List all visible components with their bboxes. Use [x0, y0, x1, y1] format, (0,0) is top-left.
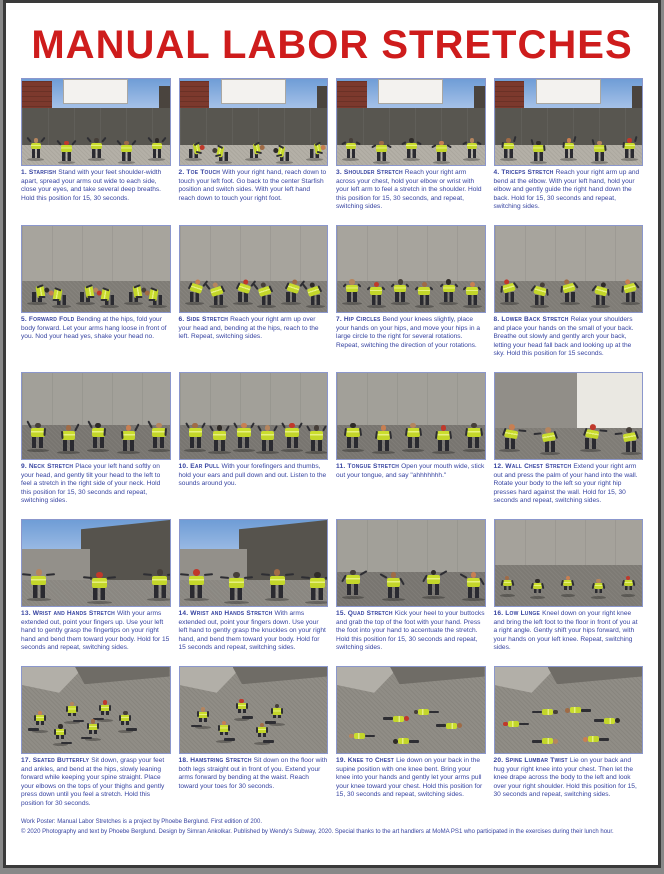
stretch-description: Sit down, grasp your feet and ankles, and bend at the hips, slowly leaning forward while keeping your spine straight. Place your elbows on the tops of your thighs and gently press down until you feel a stretch. Hold this position for 30 seconds. [21, 757, 165, 807]
stretch-cell [336, 666, 486, 808]
stretch-caption [179, 316, 329, 362]
poster-footer [21, 818, 643, 837]
stretch-cell [179, 78, 329, 215]
worker-figure [344, 570, 361, 597]
stretch-cell [494, 372, 644, 509]
stretch-description: With arms extended out, point your fingers down. Use your left hand to gently grasp the knuckles on your right hand, and bend them toward your body. Hold for 15 seconds and repeat, switching sides. [178, 610, 326, 652]
worker-figure [217, 141, 230, 162]
stretch-label: 13. Wrist and Hands Stretch [21, 610, 117, 617]
stretch-label: 18. Hamstring Stretch [178, 757, 254, 764]
stretch-cell [21, 519, 171, 656]
stretch-label: 1. Starfish [21, 169, 59, 176]
worker-figure [126, 279, 141, 303]
photo-layer-billboard [63, 79, 128, 104]
worker-figure [271, 704, 283, 724]
worker-figure [150, 423, 167, 450]
worker-figure [187, 138, 200, 159]
stretch-cell [336, 225, 486, 362]
photo-layer-sliver [474, 86, 484, 108]
worker-figure [405, 138, 418, 159]
stretch-label: 11. Tongue Stretch [336, 463, 402, 470]
worker-figure [187, 569, 206, 599]
worker-figure [284, 423, 301, 450]
photo-layer-brick [495, 81, 525, 109]
worker-figure [90, 423, 107, 450]
photo-layer-wallface [180, 226, 328, 281]
stretch-description: Stand with your feet shoulder-width apart, spread your arms out wide to each side, close your eyes, and take several deep breaths. Hold this position for 15, 30 seconds. [21, 169, 162, 202]
poster [3, 0, 661, 868]
stretch-caption [494, 463, 644, 509]
worker-figure [381, 716, 409, 722]
worker-figure [218, 721, 230, 741]
worker-figure [308, 425, 325, 452]
poster-title: MANUAL LABOR STRETCHES [31, 23, 633, 67]
worker-figure [256, 723, 268, 743]
worker-figure [623, 138, 636, 159]
footer-copyright-line: © 2020 Photography and text by Phoebe Berglund. Design by Simran Ankolkar. Published by Wendy's Subway, 2020. Special thanks to the art handlers at MoMA PS1 who participated in the exercises during their lunch hour. [21, 828, 614, 835]
stretch-cell [336, 78, 486, 215]
stretch-label: 2. Toe Touch [178, 169, 223, 176]
stretch-cell [336, 519, 486, 656]
worker-figure [375, 425, 392, 452]
photo-layer-billboard [221, 79, 286, 104]
worker-figure [119, 711, 131, 731]
worker-figure [414, 709, 442, 715]
worker-figure [565, 707, 593, 713]
worker-figure [623, 576, 634, 594]
worker-figure [120, 141, 133, 162]
worker-figure [211, 425, 228, 452]
worker-figure [465, 572, 482, 599]
stretch-description: Kneel down on your right knee and bring the left foot to the floor in front of you at a right angle. Gently shift your hips forward, with your hands on your left knee. Repeat, switching sides. [493, 610, 638, 652]
photo-layer-billboard [536, 79, 601, 104]
stretch-photo [21, 372, 171, 460]
worker-figure [308, 138, 321, 159]
worker-figure [344, 138, 357, 159]
stretch-photo [21, 225, 171, 313]
worker-figure [235, 423, 252, 450]
worker-figure [435, 141, 448, 162]
stretch-cell [494, 519, 644, 656]
stretch-caption [21, 757, 171, 808]
stretch-photo [21, 519, 171, 607]
stretch-photo [494, 225, 644, 313]
worker-figure [503, 721, 531, 727]
stretch-photo [179, 372, 329, 460]
worker-figure [150, 282, 165, 306]
worker-figure [530, 738, 558, 744]
worker-figure [441, 279, 456, 303]
stretch-photo [494, 666, 644, 754]
worker-figure [197, 707, 209, 727]
worker-figure [532, 141, 545, 162]
worker-figure [369, 282, 384, 306]
worker-figure [247, 138, 260, 159]
photo-layer-billboard [378, 79, 443, 104]
worker-figure [375, 141, 388, 162]
worker-figure [78, 279, 93, 303]
stretch-description: With your arms extended out, point your fingers up. Use your left hand to gently grasp the fingertips on your right hand and bend them toward your body. Hold for 15 seconds and repeat, switching sides. [21, 610, 170, 652]
photo-layer-brick [337, 81, 367, 109]
stretch-photo [336, 225, 486, 313]
worker-figure [150, 569, 169, 599]
worker-figure [562, 279, 577, 303]
worker-figure [54, 724, 66, 744]
photo-layer-sliver [317, 86, 327, 108]
stretch-caption [336, 757, 486, 803]
stretch-cell [179, 519, 329, 656]
worker-figure [593, 141, 606, 162]
photo-layer-wallface2 [337, 373, 485, 425]
stretch-caption [494, 610, 644, 656]
photo-layer-brick [22, 81, 52, 109]
stretch-label: 16. Low Lunge [493, 610, 543, 617]
stretch-photo [179, 519, 329, 607]
worker-figure [187, 423, 204, 450]
worker-figure [592, 717, 620, 723]
stretch-label: 4. Triceps Stretch [493, 169, 556, 176]
stretch-caption [336, 610, 486, 656]
stretch-description: Bending at the hips, fold your body forward. Let your arms hang loose in front of you. Nod your head yes, shake your head no. [21, 316, 167, 341]
worker-figure [532, 579, 543, 597]
stretch-caption [179, 610, 329, 656]
stretch-description: With your right hand, reach down to touch your left foot. Go back to the center Starfish position and switch sides. With your left hand reach down to touch your right foot. [178, 169, 327, 202]
worker-figure [583, 736, 611, 742]
stretch-description: Lie on your back and hug your right knee into your chest. Then let the knee drape across the body to the left and look over your right shoulder. Hold this position for 15, 30 seconds and repeat, switching sides. [493, 757, 637, 799]
worker-figure [102, 282, 117, 306]
stretch-caption [21, 463, 171, 509]
stretch-cell [21, 78, 171, 215]
stretch-photo [336, 372, 486, 460]
worker-figure [593, 282, 608, 306]
worker-figure [502, 424, 518, 450]
worker-figure [583, 424, 599, 450]
stretch-caption [21, 316, 171, 362]
stretch-label: 3. Shoulder Stretch [336, 169, 405, 176]
worker-figure [60, 425, 77, 452]
stretch-label: 7. Hip Circles [336, 316, 383, 323]
stretch-photo [336, 78, 486, 166]
stretch-photo [21, 666, 171, 754]
worker-figure [278, 141, 291, 162]
stretch-label: 10. Ear Pull [178, 463, 222, 470]
worker-figure [532, 282, 547, 306]
worker-figure [542, 427, 558, 453]
stretch-cell [336, 372, 486, 509]
worker-figure [502, 576, 513, 594]
stretch-description: Place your left hand softly on your head, and gently tilt your head to the left to feel a stretch in the right side of your neck. Hold this position for 15, 30 seconds and repeat, switching sides. [21, 463, 161, 505]
worker-figure [187, 279, 202, 303]
stretch-photo [494, 372, 644, 460]
stretch-description: Extend your right arm out and press the palm of your hand into the wall. Rotate your body to the left so your right hip presses hard against the wall. Hold for 15, 30 seconds and repeat, switching sides. [493, 463, 638, 505]
worker-figure [385, 572, 402, 599]
stretch-description: Sit down on the floor with both legs straight out in front of you. Extend your arms forward by bending at the waist. Reach toward your toes for 30 seconds. [178, 757, 328, 790]
worker-figure [434, 723, 462, 729]
stretch-photo [336, 666, 486, 754]
worker-figure [562, 576, 573, 594]
stretch-label: 6. Side Stretch [178, 316, 231, 323]
stretch-description: Kick your heel to your buttocks and grab the top of the foot with your hand. Press the foot into your hand to accentuate the stretch. Hold this position for 15, 30 seconds and repeat, switching sides. [336, 610, 485, 652]
worker-figure [87, 719, 99, 739]
stretch-caption [336, 169, 486, 215]
stretch-description: With your forefingers and thumbs, hold your ears and pull down and out. Listen to the sounds around you. [178, 463, 327, 488]
stretch-label: 5. Forward Fold [21, 316, 77, 323]
stretch-photo [494, 78, 644, 166]
worker-figure [66, 702, 78, 722]
stretch-photo [336, 519, 486, 607]
stretch-caption [21, 169, 171, 215]
stretch-caption [179, 169, 329, 215]
stretch-photo [21, 78, 171, 166]
stretch-caption [336, 463, 486, 509]
stretch-photo [179, 225, 329, 313]
photo-layer-brick [180, 81, 210, 109]
stretch-cell [21, 225, 171, 362]
worker-figure [465, 138, 478, 159]
stretch-cell [179, 372, 329, 509]
stretch-cell [494, 225, 644, 362]
worker-figure [268, 569, 287, 599]
worker-figure [120, 425, 137, 452]
worker-figure [405, 423, 422, 450]
stretch-description: Reach your right arm up and bend at the elbow. With your left hand, hold your elbow and gently guide the right hand down the back. Hold for 15, 30 seconds and repeat, switching sides. [493, 169, 640, 211]
photo-layer-sliver [632, 86, 642, 108]
worker-figure [465, 423, 482, 450]
photo-layer-wallface [337, 226, 485, 281]
stretch-photo [179, 666, 329, 754]
worker-figure [259, 425, 276, 452]
worker-figure [29, 569, 48, 599]
worker-figure [417, 282, 432, 306]
worker-figure [530, 709, 558, 715]
worker-figure [623, 427, 639, 453]
stretch-label: 20. Spine Lumbar Twist [493, 757, 570, 764]
worker-figure [344, 423, 361, 450]
worker-figure [29, 138, 42, 159]
worker-figure [29, 423, 46, 450]
worker-figure [344, 279, 359, 303]
photo-layer-wallface2 [337, 520, 485, 572]
worker-figure [425, 570, 442, 597]
worker-figure [502, 279, 517, 303]
worker-figure [90, 138, 103, 159]
stretch-description: Relax your shoulders and place your hands on the small of your back. Breathe out slowly and gently arch your back, letting your head fall back and looking up at the sky. Hold this position for 15 seconds. [493, 316, 634, 358]
stretch-caption [179, 757, 329, 803]
stretch-label: 17. Seated Butterfly [21, 757, 92, 764]
stretch-caption [179, 463, 329, 509]
worker-figure [150, 138, 163, 159]
worker-figure [393, 279, 408, 303]
stretch-cell [179, 666, 329, 808]
worker-figure [284, 279, 299, 303]
stretch-cell [494, 78, 644, 215]
stretch-description: Reach your right arm up over your head and, bending at the hips, reach to the left. Repeat, switching sides. [178, 316, 319, 341]
stretch-label: 8. Lower Back Stretch [493, 316, 571, 323]
worker-figure [211, 282, 226, 306]
worker-figure [349, 733, 377, 739]
worker-figure [34, 711, 46, 731]
stretch-label: 19. Knee to Chest [336, 757, 397, 764]
stretch-description: Reach your right arm across your chest, hold your elbow or wrist with your left arm to feel a stretch in the shoulder. Hold this position for 15, 30 seconds, and repeat, switching sides. [336, 169, 482, 211]
stretch-label: 12. Wall Chest Stretch [493, 463, 574, 470]
worker-figure [308, 282, 323, 306]
stretch-cell [21, 372, 171, 509]
stretch-description: Bend your knees slightly, place your hands on your hips, and move your hips in a large circle to the right for several rotations. Repeat, switching the direction of your rotations. [336, 316, 481, 349]
stretch-photo [179, 78, 329, 166]
stretch-cell [494, 666, 644, 808]
stretch-label: 15. Quad Stretch [336, 610, 395, 617]
worker-figure [60, 141, 73, 162]
photo-layer-wallface2 [22, 373, 170, 425]
stretch-caption [21, 610, 171, 656]
worker-figure [562, 138, 575, 159]
photo-layer-wallface2 [180, 373, 328, 425]
stretch-photo [494, 519, 644, 607]
stretch-caption [336, 316, 486, 362]
photo-layer-sliver [159, 86, 169, 108]
worker-figure [235, 279, 250, 303]
stretch-description: Lie down on your back in the supine position with one knee bent. Bring your knee into your hands and gently let your arms pull your knee toward your chest. Hold this position for 15, 30 seconds and repeat, switching sides. [336, 757, 483, 799]
worker-figure [227, 572, 246, 602]
stretch-caption [494, 757, 644, 803]
worker-figure [393, 738, 421, 744]
worker-figure [435, 425, 452, 452]
worker-figure [259, 282, 274, 306]
worker-figure [99, 700, 111, 720]
stretch-cell [21, 666, 171, 808]
worker-figure [308, 572, 327, 602]
worker-figure [29, 279, 44, 303]
worker-figure [593, 579, 604, 597]
photo-layer-wallface [495, 226, 643, 281]
stretch-caption [494, 169, 644, 215]
stretch-caption [494, 316, 644, 362]
stretch-description: Open your mouth wide, stick out your tongue, and say "ahhhhhhh." [336, 463, 485, 479]
stretch-grid [21, 78, 643, 808]
worker-figure [465, 282, 480, 306]
photo-layer-wallface3 [495, 520, 643, 565]
stretch-cell [179, 225, 329, 362]
worker-figure [54, 282, 69, 306]
worker-figure [236, 699, 248, 719]
worker-figure [502, 138, 515, 159]
worker-figure [623, 279, 638, 303]
stretch-label: 9. Neck Stretch [21, 463, 76, 470]
stretch-label: 14. Wrist and Hands Stretch [178, 610, 275, 617]
photo-layer-wallface [22, 226, 170, 281]
footer-credit-line: Work Poster: Manual Labor Stretches is a project by Phoebe Berglund. First edition of 200. [21, 819, 263, 826]
worker-figure [90, 572, 109, 602]
